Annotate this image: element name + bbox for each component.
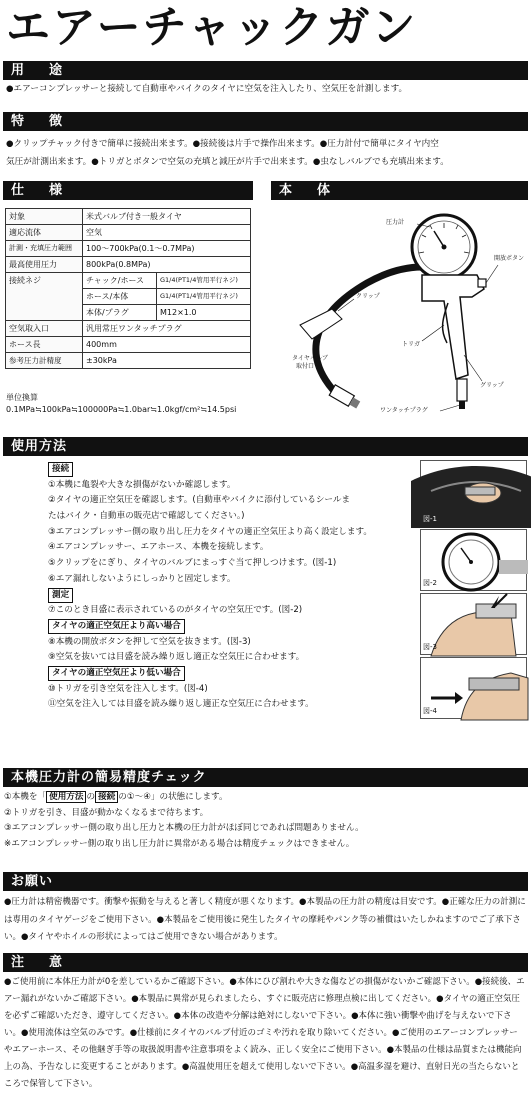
features-line: 気圧が計測出来ます。●トリガとボタンで空気の充填と減圧が片手で出来ます。●虫なしバルブでも充填出来ます。 <box>6 157 449 167</box>
step-line: ⑦このとき目盛に表示されているのがタイヤの空気圧です。(図-2) <box>48 605 303 616</box>
measure-label: 測定 <box>48 588 73 603</box>
step-line: ⑧本機の開放ボタンを押して空気を抜きます。(図-3) <box>48 636 251 647</box>
figure-caption: 図-1 <box>423 515 437 524</box>
features-line: ●クリップチャック付きで簡単に接続出来ます。●接続後は片手で操作出来ます。●圧力計付で簡単にタイヤ内空 <box>6 139 439 149</box>
section-heading-howto: 使用方法 <box>3 437 528 456</box>
step-line: ①本機に亀裂や大きな損傷がないか確認します。 <box>48 479 236 490</box>
check-line: ①本機を「 使用方法 の 接続 の①〜④」の状態にします。 <box>4 792 228 802</box>
low-pressure-label: タイヤの適正空気圧より低い場合 <box>48 666 185 681</box>
spec-key: 参考圧力計精度 <box>6 353 83 369</box>
figure-1 <box>420 460 527 527</box>
connect-label: 接続 <box>48 462 73 477</box>
figure-2 <box>420 529 527 591</box>
label-plug: ワンタッチプラグ <box>380 407 428 414</box>
howto-steps <box>48 462 414 713</box>
page-title: エアーチャックガン <box>6 2 418 53</box>
figure-caption: 図-2 <box>423 579 437 588</box>
spec-key: ホース長 <box>6 337 83 353</box>
purpose-text: ●エアーコンプレッサーと接続して自動車やバイクのタイヤに空気を注入したり、空気圧を計測します。 <box>6 84 408 94</box>
unit-conversion <box>6 392 236 416</box>
section-heading-check: 本機圧力計の簡易精度チェック <box>3 768 528 787</box>
label-valve: タイヤバルブ <box>292 355 328 362</box>
trigger-pull-illustration <box>421 658 528 720</box>
check-line: ※エアコンプレッサー側の取り出し圧力計に異常がある場合は精度チェックはできません。 <box>4 838 355 849</box>
unit-title: 単位換算 <box>6 393 38 402</box>
spec-key: 対象 <box>6 209 83 225</box>
spec-key: 空気取入口 <box>6 321 83 337</box>
check-line: ③エアコンプレッサー側の取り出し圧力と本機の圧力計がほぼ同じであれば問題ありません。 <box>4 823 364 834</box>
step-line: ⑨空気を抜いては目盛を読み繰り返し適正な空気圧に合わせます。 <box>48 652 305 663</box>
features-text <box>6 135 526 171</box>
step-line: ⑥エア漏れしないようにしっかりと固定します。 <box>48 573 236 584</box>
caution-text: ●ご使用前に本体圧力計が0を差しているかご確認下さい。●本体にひび割れや大きな傷などの損傷がないかご確認下さい。●接続後、エアー漏れがないかご確認下さい。●本製品に異常が見られましたら、すぐに販売店に修理点検に出してください。●タイヤの適正空気圧を必ずご確認いただき、遵守してください。●本体の改造や分解は絶対にしないで下さい。●本体に強い衝撃や曲げを与えないで下さい。●使用流体は空気のみです。●仕様前にタイヤのバルブ付近のゴミや汚れを取り除いてください。●ご使用のエアーコンプレッサーやエアーホース、その他継ぎ手等の取扱説明書や注意事項をよく読み、正しく安全にご使用下さい。●本製品の仕様は品質または機能向上の為、予告なしに変更することがあります。●高温使用圧を超えて使用しないで下さい。●高温多湿を避け、直射日光の当たらないところで保管して下さい。 <box>4 977 525 1089</box>
figure-caption: 図-3 <box>423 643 437 652</box>
section-heading-caution: 注 意 <box>3 953 528 972</box>
spec-key: 計測・充填圧力範囲 <box>6 241 83 257</box>
section-heading-body: 本 体 <box>271 181 528 200</box>
spec-value: 空気 <box>83 225 251 241</box>
spec-value: 汎用常圧ワンタッチプラグ <box>83 321 251 337</box>
spec-table <box>5 208 251 369</box>
section-heading-request: お願い <box>3 872 528 891</box>
step-line: たはバイク・自動車の販売店で確認してください。) <box>48 511 245 522</box>
label-clip: クリップ <box>356 293 380 300</box>
table-row <box>6 273 251 289</box>
label-valve-port: 取付口 <box>296 363 315 370</box>
step-line: ③エアコンプレッサー側の取り出し圧力をタイヤの適正空気圧より高く設定します。 <box>48 526 372 537</box>
ref-howto: 使用方法 <box>46 791 86 803</box>
request-text: ●圧力計は精密機器です。衝撃や振動を与えると著しく精度が悪くなります。●本製品の圧力計の精度は目安です。●正確な圧力の計測には専用のタイヤゲージをご使用下さい。●本製品をご使用後に発生したタイヤの摩耗やパンク等の補償はいたしかねますのでご了承下さい。●タイヤやホイルの形状によってはご使用できない場合があります。 <box>4 897 526 942</box>
spec-value: ±30kPa <box>83 353 251 369</box>
label-trigger: トリガ <box>402 341 420 348</box>
release-button-illustration <box>421 594 528 656</box>
check-steps <box>4 790 524 852</box>
figure-caption: 図-4 <box>423 707 437 716</box>
tire-clip-illustration <box>421 461 528 528</box>
table-row <box>6 241 251 257</box>
label-gauge: 圧力計 <box>386 219 405 226</box>
table-row <box>6 353 251 369</box>
body-illustration <box>272 205 526 417</box>
table-row <box>6 337 251 353</box>
spec-value: 米式バルブ付き一般タイヤ <box>83 209 251 225</box>
label-grip: グリップ <box>480 382 504 389</box>
spec-key: 接続ネジ <box>6 273 83 321</box>
ref-connect: 接続 <box>95 791 118 803</box>
table-row <box>6 257 251 273</box>
section-heading-features: 特 徴 <box>3 112 528 131</box>
figure-4 <box>420 657 527 719</box>
step-line: ⑩トリガを引き空気を注入します。(図-4) <box>48 683 208 694</box>
spec-value: 400mm <box>83 337 251 353</box>
label-release-button: 開放ボタン <box>494 255 525 262</box>
spec-subkey: ホース/本体 <box>83 289 157 305</box>
spec-key: 最高使用圧力 <box>6 257 83 273</box>
step-line: ②タイヤの適正空気圧を確認します。(自動車やバイクに添付しているシールま <box>48 495 351 506</box>
spec-value: G1/4(PT1/4管用平行ネジ) <box>157 289 251 305</box>
spec-value: G1/4(PT1/4管用平行ネジ) <box>157 273 251 289</box>
gauge-closeup-illustration <box>421 530 528 592</box>
spec-value: 100〜700kPa(0.1〜0.7MPa) <box>83 241 251 257</box>
figure-3 <box>420 593 527 655</box>
step-line: ⑤クリップをにぎり、タイヤのバルブにまっすぐ当て押しつけます。(図-1) <box>48 558 337 569</box>
spec-subkey: 本体/プラグ <box>83 305 157 321</box>
step-line: ④エアコンプレッサー、エアホース、本機を接続します。 <box>48 542 269 553</box>
spec-key: 適応流体 <box>6 225 83 241</box>
section-heading-spec: 仕 様 <box>3 181 253 200</box>
check-line: ②トリガを引き、目盛が動かなくなるまで待ちます。 <box>4 807 209 818</box>
section-heading-purpose: 用 途 <box>3 61 528 80</box>
unit-text: 0.1MPa≒100kPa≒100000Pa≒1.0bar≒1.0kgf/cm²≒14.5psi <box>6 405 237 414</box>
spec-value: 800kPa(0.8MPa) <box>83 257 251 273</box>
high-pressure-label: タイヤの適正空気圧より高い場合 <box>48 619 185 634</box>
table-row <box>6 225 251 241</box>
table-row <box>6 209 251 225</box>
spec-subkey: チャック/ホース <box>83 273 157 289</box>
table-row <box>6 321 251 337</box>
step-line: ⑪空気を注入しては目盛を読み繰り返し適正な空気圧に合わせます。 <box>48 699 314 710</box>
spec-value: M12×1.0 <box>157 305 251 321</box>
